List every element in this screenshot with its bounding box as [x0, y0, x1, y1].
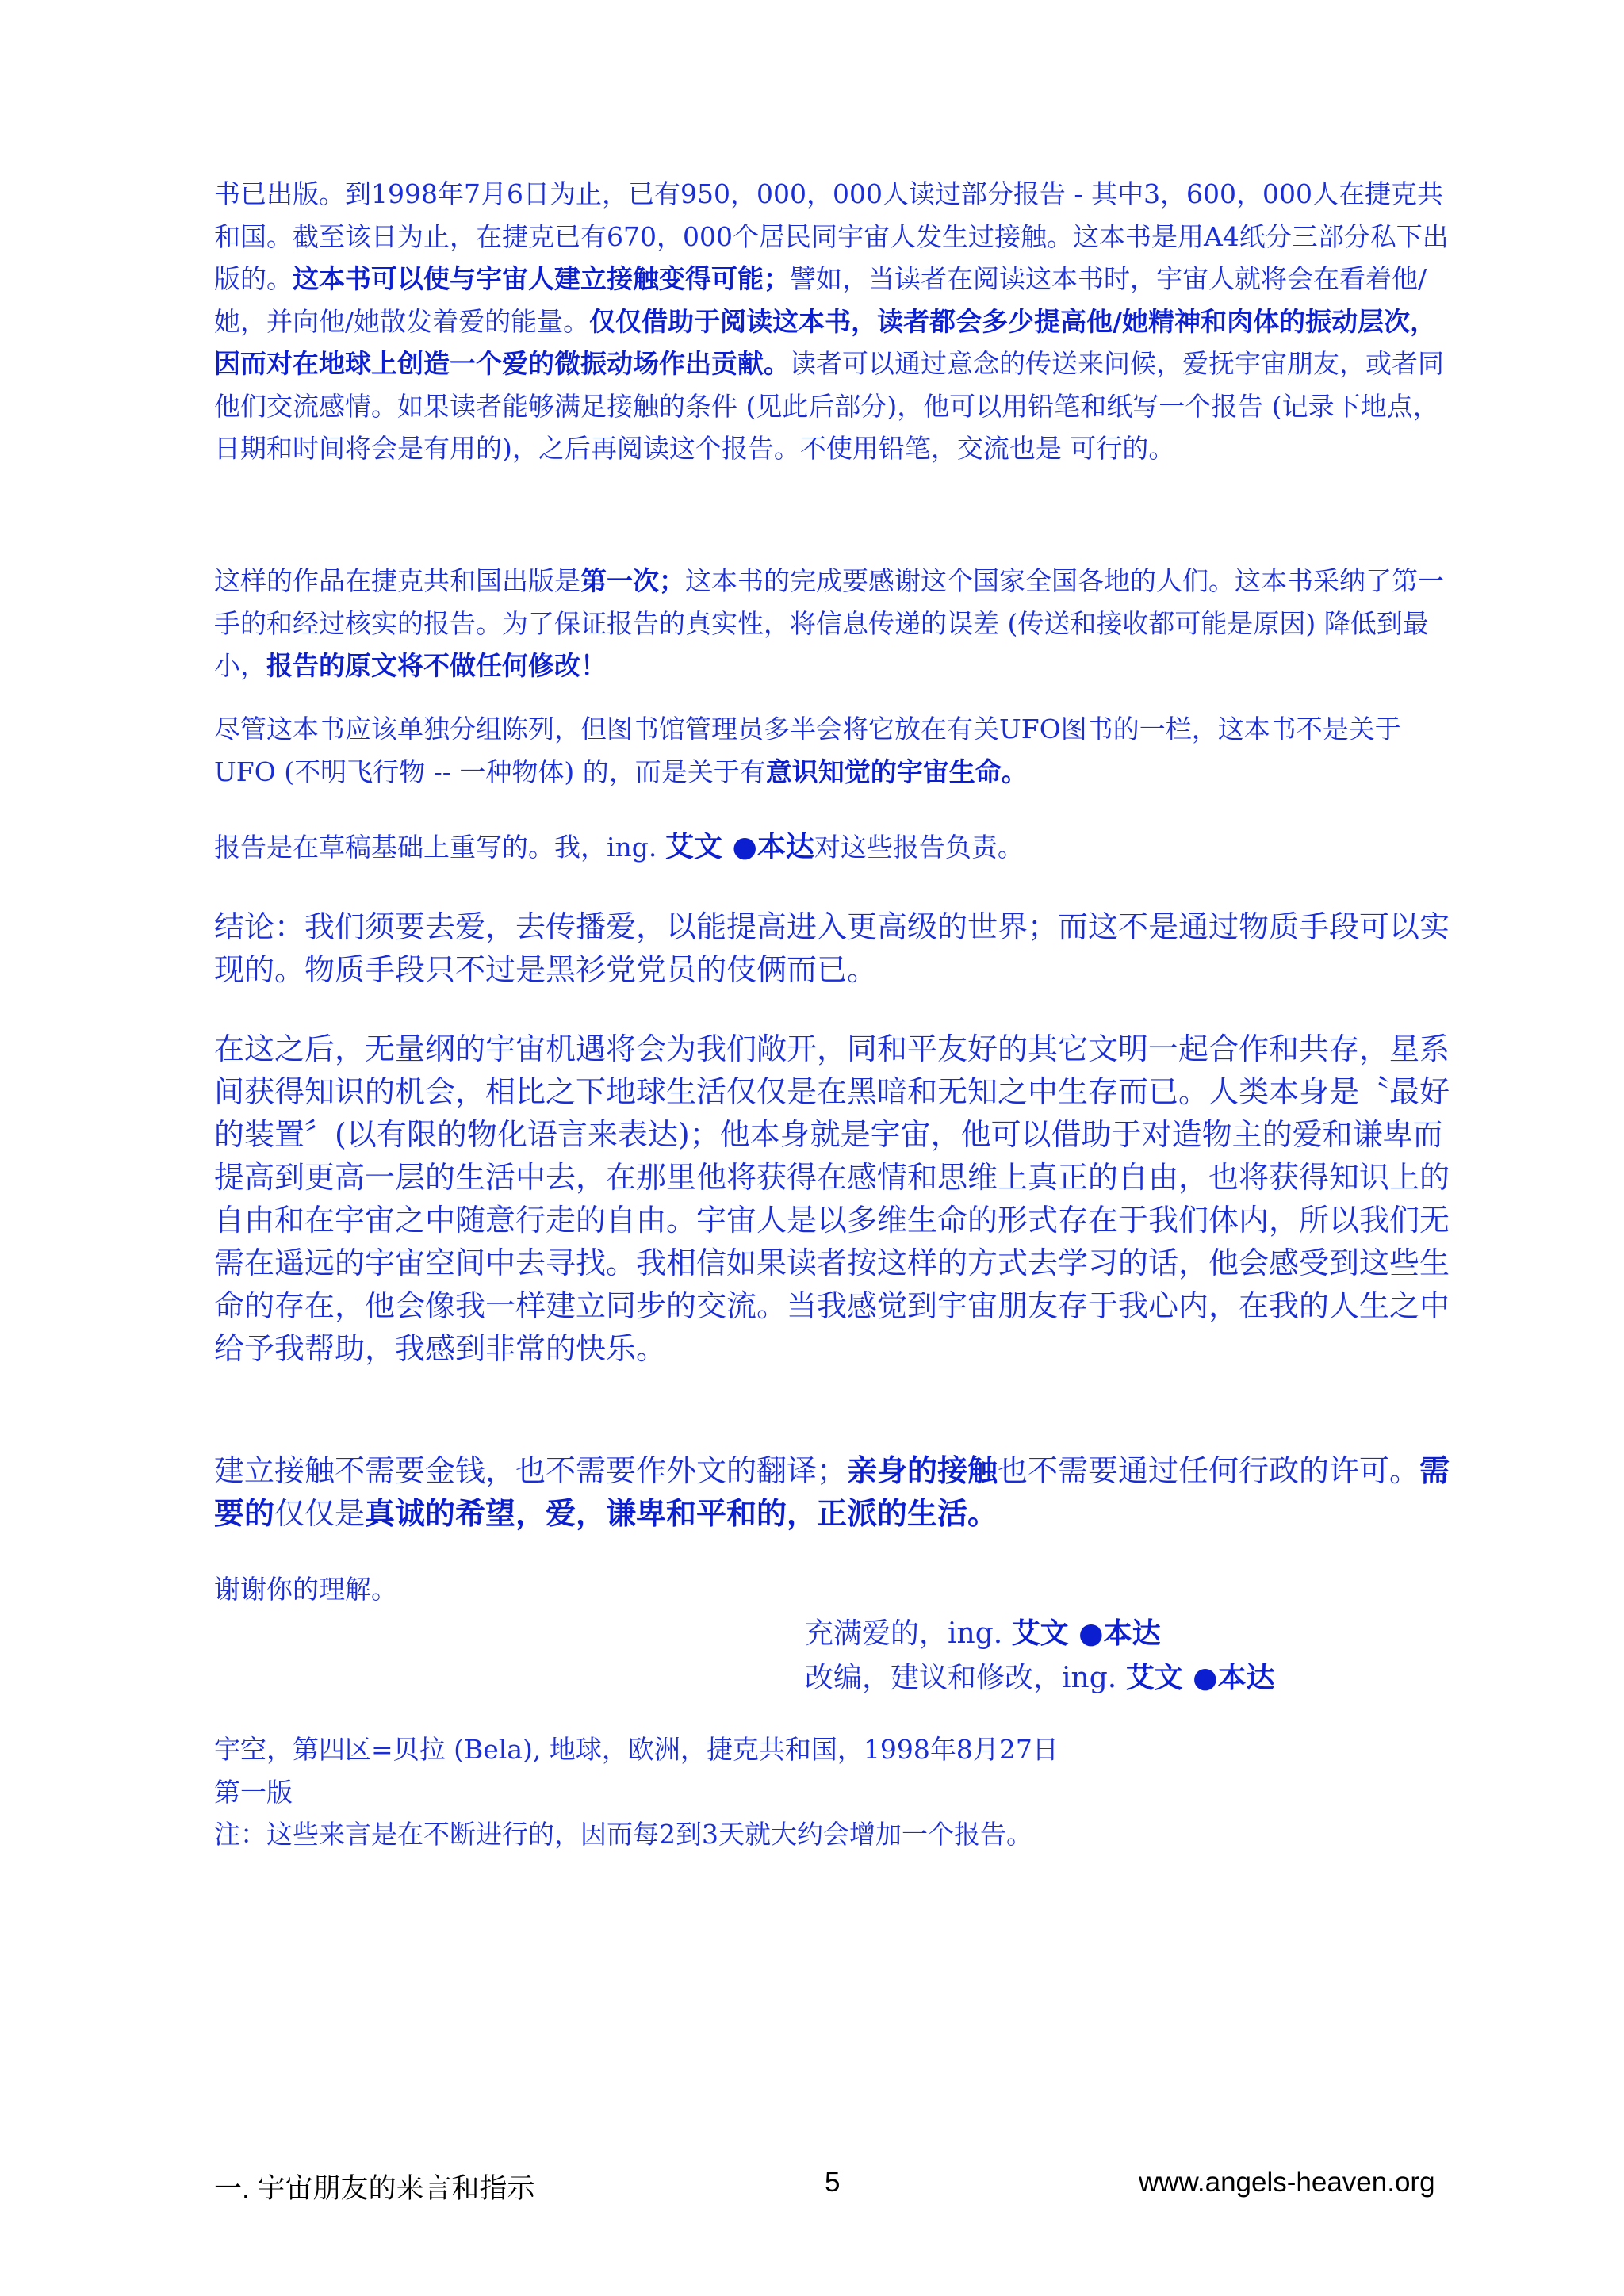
signature-2-prefix: 改编，建议和修改，ing. [805, 1662, 1126, 1694]
ufo-text-1: 尽管这本书应该单独分组陈列，但图书馆管理员多半会将它放在有关UFO图书的一栏，这本书不是关于UFO (不明飞行物 -- 一种物体) 的，而是关于有 [214, 714, 1401, 787]
responsibility-text-1: 报告是在草稿基础上重写的。我，ing. [214, 832, 665, 863]
author-name: 艾文 ●本达 [665, 830, 814, 863]
intro-text-2: 譬如，当读者在阅读这本书时，宇宙人就将会在看着他/她，并向他/她散发着爱的能量。 [214, 263, 1427, 337]
intro-text-1: 书已出版。到1998年7月6日为止，已有950，000，000人读过部分报告 - 其中3，600，000人在捷克共和国。截至该日为止，在捷克已有670，000个居民同宇宙人发生过接触。这本书是用A4纸分三部分私下出版的。 [214, 178, 1449, 294]
first-time-text-1: 这样的作品在捷克共和国出版是 [214, 565, 580, 596]
footer-page-number: 5 [825, 2167, 841, 2198]
contact-bold-1: 亲身的接触 [847, 1452, 998, 1488]
responsibility-paragraph [214, 826, 1451, 869]
thanks-text: 谢谢你的理解。 [214, 1574, 397, 1605]
signature-line-1 [805, 1611, 1161, 1656]
contact-text-2: 也不需要通过任何行政的许可。 [998, 1453, 1420, 1488]
footer-website-link[interactable]: www.angels-heaven.org [1139, 2167, 1435, 2198]
publication-edition: 第一版 [214, 1776, 293, 1808]
intro-bold-2: 仅仅借助于阅读这本书，读者都会多少提高他/她精神和肉体的振动层次，因而对在地球上创造一个爱的微振动场作出贡献。 [214, 305, 1437, 379]
first-time-bold-1: 第一次； [580, 565, 685, 596]
first-time-paragraph [214, 560, 1451, 687]
responsibility-text-2: 对这些报告负责。 [814, 832, 1024, 863]
future-text: 在这之后，无量纲的宇宙机遇将会为我们敞开，同和平友好的其它文明一起合作和共存，星系间获得知识的机会，相比之下地球生活仅仅是在黑暗和无知之中生存而已。人类本身是〝最好的装置〞(以有限的物化语言来表达)；他本身就是宇宙，他可以借助于对造物主的爱和谦卑而提高到更高一层的生活中去，在那里他将获得在感情和思维上真正的自由，也将获得知识上的自由和在宇宙之中随意行走的自由。宇宙人是以多维生命的形式存在于我们体内，所以我们无需在遥远的宇宙空间中去寻找。我相信如果读者按这样的方式去学习的话，他会感受到这些生命的存在，他会像我一样建立同步的交流。当我感觉到宇宙朋友存于我心内，在我的人生之中给予我帮助，我感到非常的快乐。 [214, 1031, 1450, 1366]
intro-text-3: 读者可以通过意念的传送来问候，爱抚宇宙朋友，或者同他们交流感情。如果读者能够满足接触的条件 (见此后部分)，他可以用铅笔和纸写一个报告 (记录下地点，日期和时间将会是有用的)，之后再阅读这个报告。不使用铅笔，交流也是 可行的。 [214, 348, 1444, 464]
footer-chapter-title: 一. 宇宙朋友的来言和指示 [214, 2173, 535, 2204]
publication-note: 注：这些来言是在不断进行的，因而每2到3天就大约会增加一个报告。 [214, 1819, 1032, 1850]
first-time-text-2: 这本书的完成要感谢这个国家全国各地的人们。这本书采纳了第一手的和经过核实的报告。为了保证报告的真实性，将信息传递的误差 (传送和接收都可能是原因) 降低到最小， [214, 565, 1444, 681]
future-paragraph [214, 1027, 1451, 1370]
intro-bold-1: 这本书可以使与宇宙人建立接触变得可能； [293, 263, 790, 294]
thanks-line [214, 1568, 1451, 1611]
signature-line-2 [805, 1655, 1275, 1701]
publication-place-date: 宇空，第四区=贝拉 (Bela), 地球，欧洲，捷克共和国，1998年8月27日 [214, 1734, 1059, 1765]
signature-1-prefix: 充满爱的，ing. [805, 1617, 1012, 1650]
contact-paragraph [214, 1449, 1451, 1535]
signature-2-name: 艾文 ●本达 [1125, 1661, 1275, 1694]
contact-bold-2: 需要的 [214, 1452, 1450, 1531]
signature-1-name: 艾文 ●本达 [1011, 1617, 1161, 1650]
ufo-bold-1: 意识知觉的宇宙生命。 [765, 756, 1028, 787]
publication-info [214, 1728, 1451, 1856]
conclusion-text: 结论：我们须要去爱，去传播爱，以能提高进入更高级的世界；而这不是通过物质手段可以实现的。物质手段只不过是黑衫党党员的伎俩而已。 [214, 909, 1450, 987]
conclusion-paragraph [214, 905, 1451, 991]
intro-paragraph [214, 173, 1451, 470]
contact-text-3: 仅仅是 [274, 1496, 366, 1531]
contact-text-1: 建立接触不需要金钱，也不需要作外文的翻译； [214, 1453, 848, 1488]
contact-bold-3: 真诚的希望，爱，谦卑和平和的，正派的生活。 [365, 1495, 998, 1531]
first-time-bold-2: 报告的原文将不做任何修改！ [266, 650, 607, 681]
ufo-paragraph [214, 708, 1451, 793]
